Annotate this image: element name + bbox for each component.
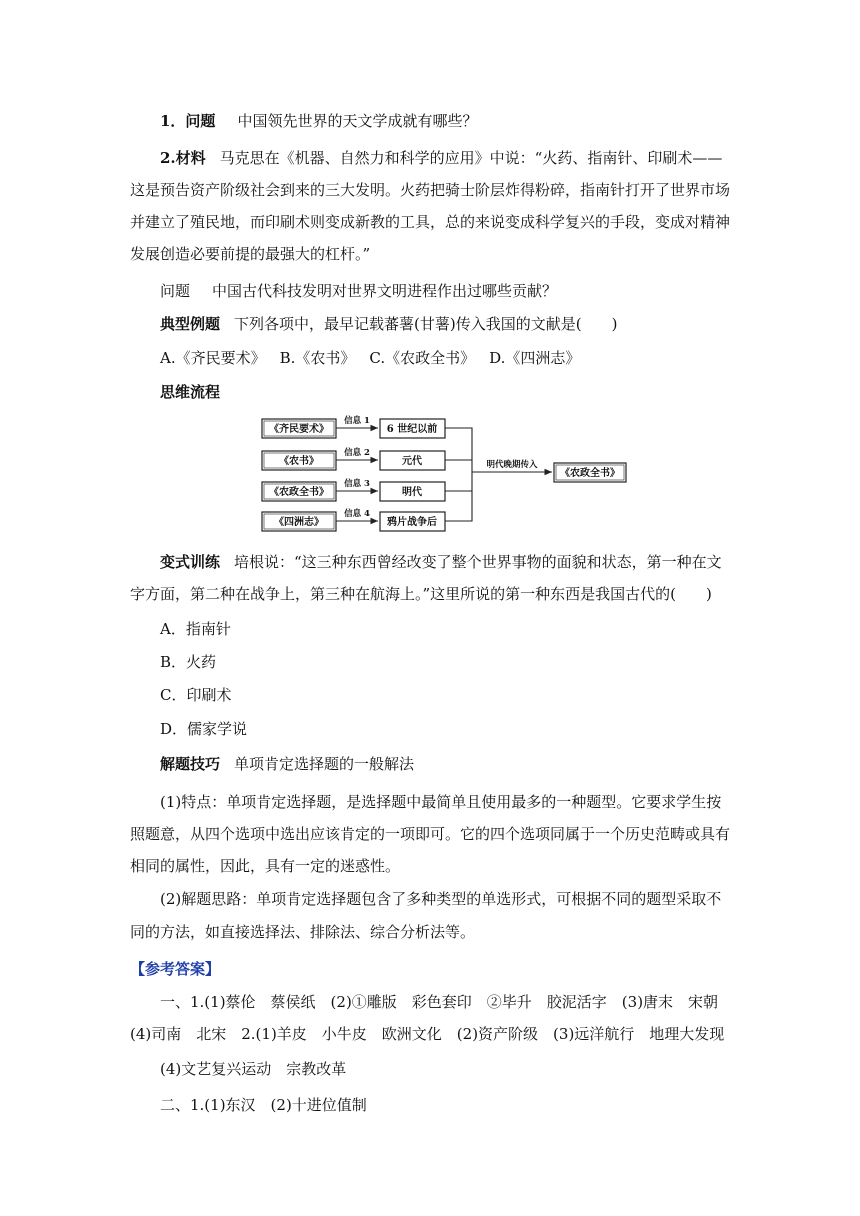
flow-book-1: 《齐民要术》 bbox=[269, 424, 329, 435]
example-question bbox=[160, 314, 617, 334]
flow-book-3: 《农政全书》 bbox=[269, 487, 329, 498]
variant-label: 变式训练 bbox=[160, 553, 221, 571]
material-line-2: 这是预告资产阶级社会到来的三大发明。火药把骑士阶层炸得粉碎，指南针打开了世界市场 bbox=[130, 181, 731, 199]
example-option-d: D.《四洲志》 bbox=[489, 349, 581, 367]
question-2-text: 中国古代科技发明对世界文明进程作出过哪些贡献？ bbox=[212, 282, 558, 300]
question-2-label: 问题 bbox=[160, 282, 191, 300]
variant-option-b: B．火药 bbox=[160, 653, 217, 671]
flow-period-4: 鸦片战争后 bbox=[387, 517, 437, 528]
example-options bbox=[160, 348, 580, 368]
material-line-4: 发展创造必要前提的最强大的杠杆。” bbox=[130, 245, 371, 263]
flow-period-1: 6 世纪以前 bbox=[386, 424, 438, 435]
example-option-b: B.《农书》 bbox=[279, 349, 356, 367]
question-1-label: 1．问题 bbox=[160, 112, 216, 130]
example-text: 下列各项中，最早记载蕃薯(甘薯)传入我国的文献是( ) bbox=[234, 315, 618, 333]
tips-p1-line-3: 相同的属性，因此，具有一定的迷惑性。 bbox=[130, 857, 401, 875]
flow-period-2: 元代 bbox=[402, 456, 422, 467]
flow-label: 思维流程 bbox=[160, 383, 221, 401]
flow-period-3: 明代 bbox=[402, 487, 422, 498]
answers-line-1: 一、1.(1)蔡伦 蔡侯纸 (2)①雕版 彩色套印 ②毕升 胶泥活字 (3)唐末 宋朝 bbox=[160, 993, 719, 1011]
variant-option-c: C．印刷术 bbox=[160, 686, 232, 704]
flow-info-4: 信息 4 bbox=[344, 509, 370, 519]
material-label: 2.材料 bbox=[160, 149, 206, 167]
flow-info-2: 信息 2 bbox=[344, 448, 370, 458]
tips-title: 单项肯定选择题的一般解法 bbox=[234, 755, 415, 773]
flow-info-3: 信息 3 bbox=[344, 479, 370, 489]
flow-answer: 《农政全书》 bbox=[560, 468, 620, 479]
variant-line-2: 字方面，第二种在战争上，第三种在航海上。”这里所说的第一种东西是我国古代的( ) bbox=[130, 585, 712, 603]
variant-line-1: 变式训练 培根说：“这三种东西曾经改变了整个世界事物的面貌和状态，第一种在文 bbox=[160, 553, 722, 571]
material-line-3: 并建立了殖民地，而印刷术则变成新教的工具，总的来说变成科学复兴的手段，变成对精神 bbox=[130, 213, 731, 231]
example-option-c: C.《农政全书》 bbox=[369, 349, 476, 367]
variant-option-d: D．儒家学说 bbox=[160, 720, 248, 738]
question-1-text: 中国领先世界的天文学成就有哪些？ bbox=[237, 112, 478, 130]
tips-p2-line-2: 同的方法，如直接选择法、排除法、综合分析法等。 bbox=[130, 923, 476, 941]
tips-p1-line-2: 照题意，从四个选项中选出应该肯定的一项即可。它的四个选项同属于一个历史范畴或具有 bbox=[130, 825, 731, 843]
answers-line-4: 二、1.(1)东汉 (2)十进位值制 bbox=[160, 1096, 367, 1114]
flow-info-1: 信息 1 bbox=[344, 416, 370, 426]
answers-heading: 【参考答案】 bbox=[130, 960, 221, 978]
variant-option-a: A．指南针 bbox=[160, 620, 231, 638]
flow-book-2: 《农书》 bbox=[279, 456, 319, 467]
flow-book-4: 《四洲志》 bbox=[274, 517, 324, 528]
thinking-flow-diagram bbox=[258, 408, 630, 534]
answers-line-2: (4)司南 北宋 2.(1)羊皮 小牛皮 欧洲文化 (2)资产阶级 (3)远洋航行 地理大发现 bbox=[130, 1025, 725, 1043]
example-option-a: A.《齐民要术》 bbox=[160, 349, 266, 367]
tips-heading bbox=[160, 754, 414, 774]
material-line-1: 2.材料 马克思在《机器、自然力和科学的应用》中说：“火药、指南针、印刷术—— bbox=[160, 149, 723, 167]
tips-p2-line-1: (2)解题思路：单项肯定选择题包含了多种类型的单选形式，可根据不同的题型采取不 bbox=[160, 890, 722, 908]
question-1 bbox=[160, 111, 477, 131]
flow-merge-label: 明代晚期传入 bbox=[486, 460, 538, 470]
answers-line-3: (4)文艺复兴运动 宗教改革 bbox=[160, 1060, 347, 1078]
tips-label: 解题技巧 bbox=[160, 755, 221, 773]
example-label: 典型例题 bbox=[160, 315, 221, 333]
tips-p1-line-1: (1)特点：单项肯定选择题，是选择题中最简单且使用最多的一种题型。它要求学生按 bbox=[160, 793, 722, 811]
question-2 bbox=[160, 281, 557, 301]
